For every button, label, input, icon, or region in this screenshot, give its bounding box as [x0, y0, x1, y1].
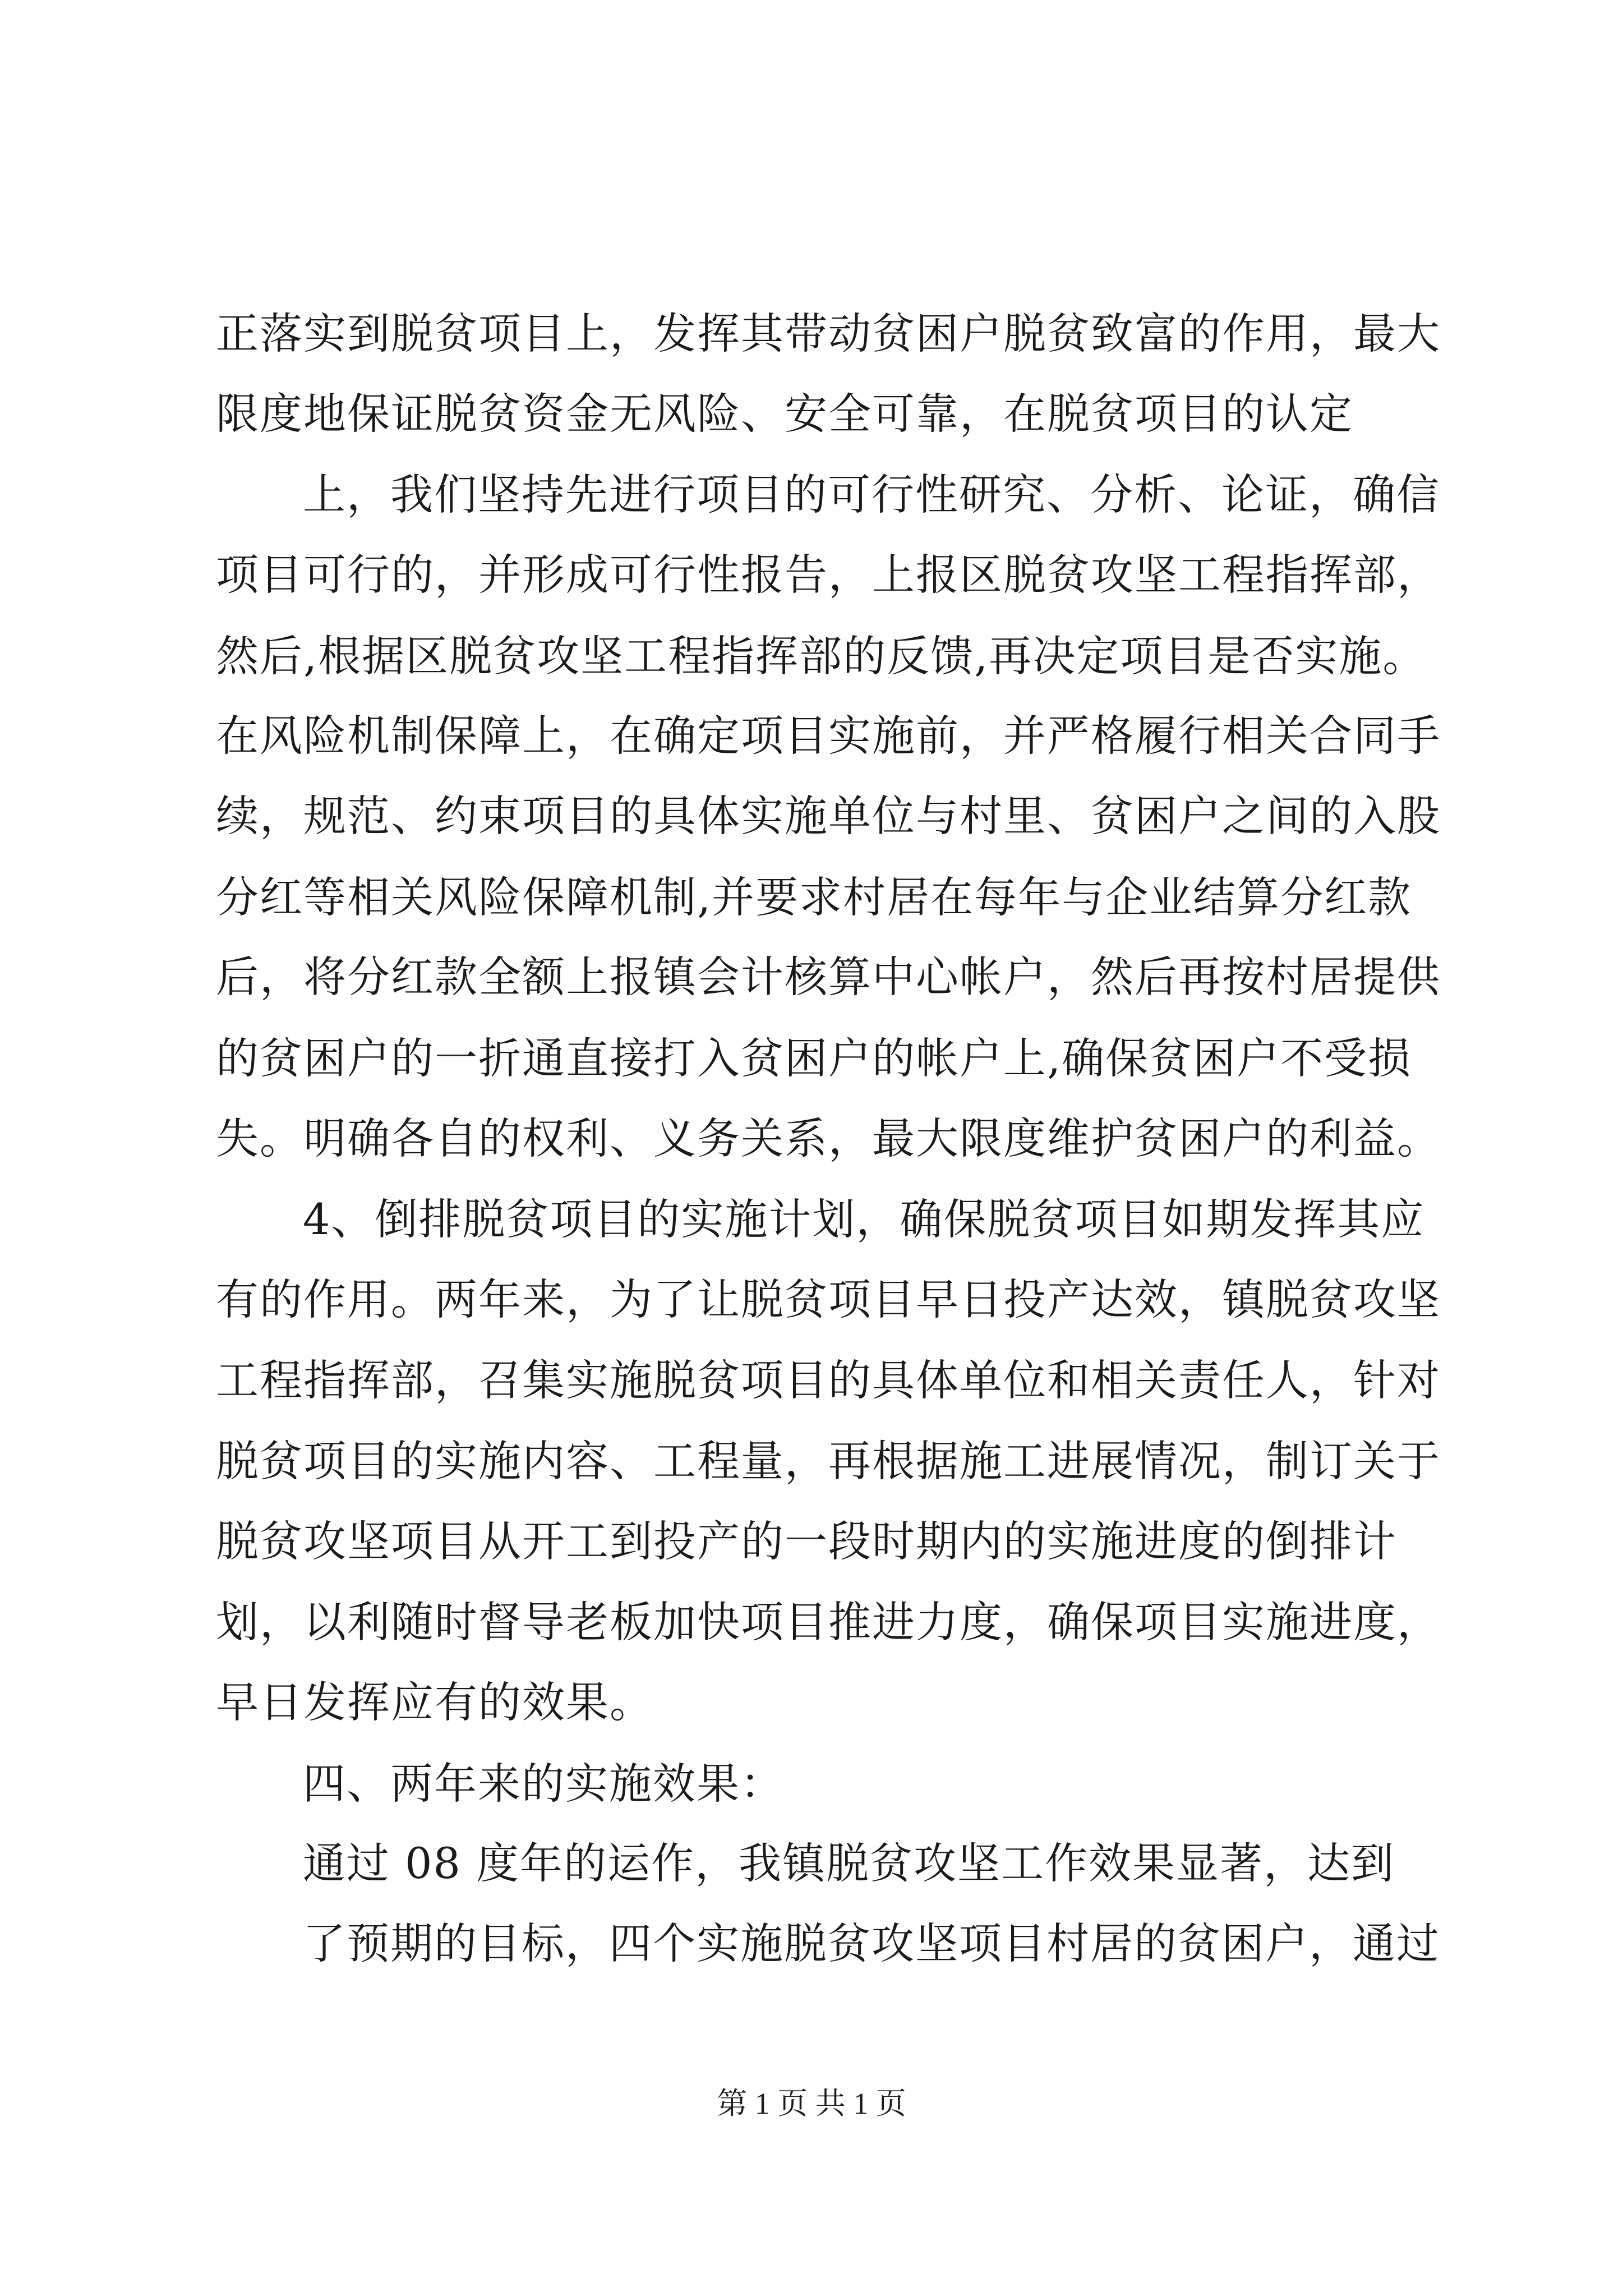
page-number-footer: 第 1 页 共 1 页 [717, 2087, 906, 2120]
text-line: 项目可行的，并形成可行性报告，上报区脱贫攻坚工程指挥部， [216, 550, 1441, 600]
text-line: 在风险机制保障上，在确定项目实施前，并严格履行相关合同手 [216, 711, 1441, 761]
text-line: 续，规范、约束项目的具体实施单位与村里、贫困户之间的入股 [216, 791, 1441, 841]
text-line: 划，以利随时督导老板加快项目推进力度，确保项目实施进度， [216, 1597, 1441, 1647]
text-line: 4、倒排脱贫项目的实施计划，确保脱贫项目如期发挥其应 [303, 1194, 1425, 1244]
text-line: 失。明确各自的权利、义务关系，最大限度维护贫困户的利益。 [216, 1114, 1441, 1163]
text-line: 了预期的目标，四个实施脱贫攻坚项目村居的贫困户，通过 [303, 1918, 1440, 1968]
text-line: 的贫困户的一折通直接打入贫困户的帐户上,确保贫困户不受损 [216, 1033, 1412, 1083]
text-line: 后，将分红款全额上报镇会计核算中心帐户，然后再按村居提供 [216, 952, 1441, 1002]
text-line: 通过 08 度年的运作，我镇脱贫攻坚工作效果显著，达到 [303, 1838, 1395, 1888]
section-heading: 四、两年来的实施效果： [303, 1759, 784, 1809]
text-line: 限度地保证脱贫资金无风险、安全可靠，在脱贫项目的认定 [216, 389, 1353, 439]
text-line: 上，我们坚持先进行项目的可行性研究、分析、论证，确信 [303, 470, 1440, 519]
text-line: 脱贫项目的实施内容、工程量，再根据施工进展情况，制订关于 [216, 1436, 1441, 1486]
text-line: 工程指挥部，召集实施脱贫项目的具体单位和相关责任人，针对 [216, 1355, 1441, 1405]
text-line: 正落实到脱贫项目上，发挥其带动贫困户脱贫致富的作用，最大 [216, 309, 1441, 358]
text-line: 分红等相关风险保障机制,并要求村居在每年与企业结算分红款 [216, 872, 1412, 922]
text-line: 脱贫攻坚项目从开工到投产的一段时期内的实施进度的倒排计 [216, 1516, 1397, 1566]
text-line: 有的作用。两年来，为了让脱贫项目早日投产达效，镇脱贫攻坚 [216, 1274, 1441, 1324]
text-line: 然后,根据区脱贫攻坚工程指挥部的反馈,再决定项目是否实施。 [216, 631, 1427, 681]
text-line: 早日发挥应有的效果。 [216, 1677, 653, 1727]
